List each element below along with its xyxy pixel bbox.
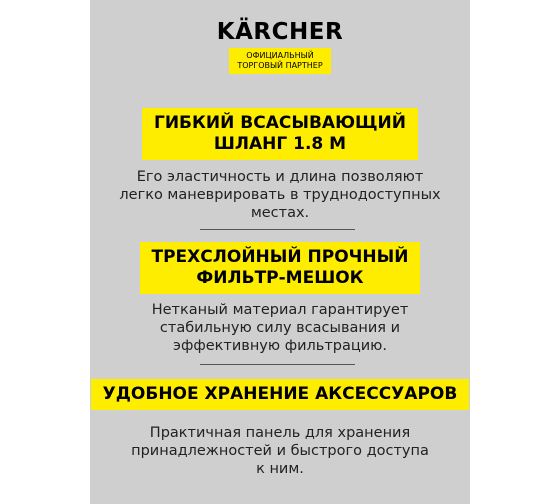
feature-3-title-wrap [90, 379, 470, 410]
divider-2 [200, 364, 355, 365]
partner-badge-line2: ТОРГОВЫЙ ПАРТНЕР [237, 61, 323, 70]
feature-1-title-line2: ШЛАНГ 1.8 М [213, 134, 347, 154]
feature-2-title-wrap [90, 242, 470, 294]
feature-1-title-line1: ГИБКИЙ ВСАСЫВАЮЩИЙ [153, 113, 407, 133]
feature-1-desc-line1: Его эластичность и длина позволяют [136, 169, 424, 185]
feature-3-description [90, 424, 470, 478]
feature-3-desc-line3: к ним. [256, 461, 304, 477]
feature-2-description [90, 301, 470, 355]
feature-2-title-line1: ТРЕХСЛОЙНЫЙ ПРОЧНЫЙ [151, 247, 409, 267]
feature-2-desc-line2: стабильную силу всасывания и [159, 320, 401, 336]
feature-2-desc-line3: эффективную фильтрацию. [172, 338, 387, 354]
feature-1-desc-line2: легко маневрировать в труднодоступных [119, 187, 441, 203]
feature-1-description [90, 168, 470, 222]
partner-badge [229, 48, 330, 74]
brand-block [90, 20, 470, 74]
feature-2-title-line2: ФИЛЬТР-МЕШОК [196, 268, 364, 288]
karcher-logo: KÄRCHER [216, 19, 344, 45]
feature-3-title [91, 379, 470, 410]
feature-1-desc-line3: местах. [250, 205, 310, 221]
divider-1 [200, 229, 355, 230]
feature-2-title [140, 242, 421, 294]
feature-3-desc-line2: принадлежностей и быстрого доступа [131, 443, 429, 459]
partner-badge-line1: ОФИЦИАЛЬНЫЙ [246, 51, 314, 60]
info-panel [90, 0, 470, 504]
feature-1-title [142, 108, 418, 160]
feature-3-desc-line1: Практичная панель для хранения [149, 425, 411, 441]
feature-2-desc-line1: Нетканый материал гарантирует [151, 302, 409, 318]
feature-3-title-line1: УДОБНОЕ ХРАНЕНИЕ АКСЕССУАРОВ [102, 384, 458, 404]
feature-1-title-wrap [90, 108, 470, 160]
